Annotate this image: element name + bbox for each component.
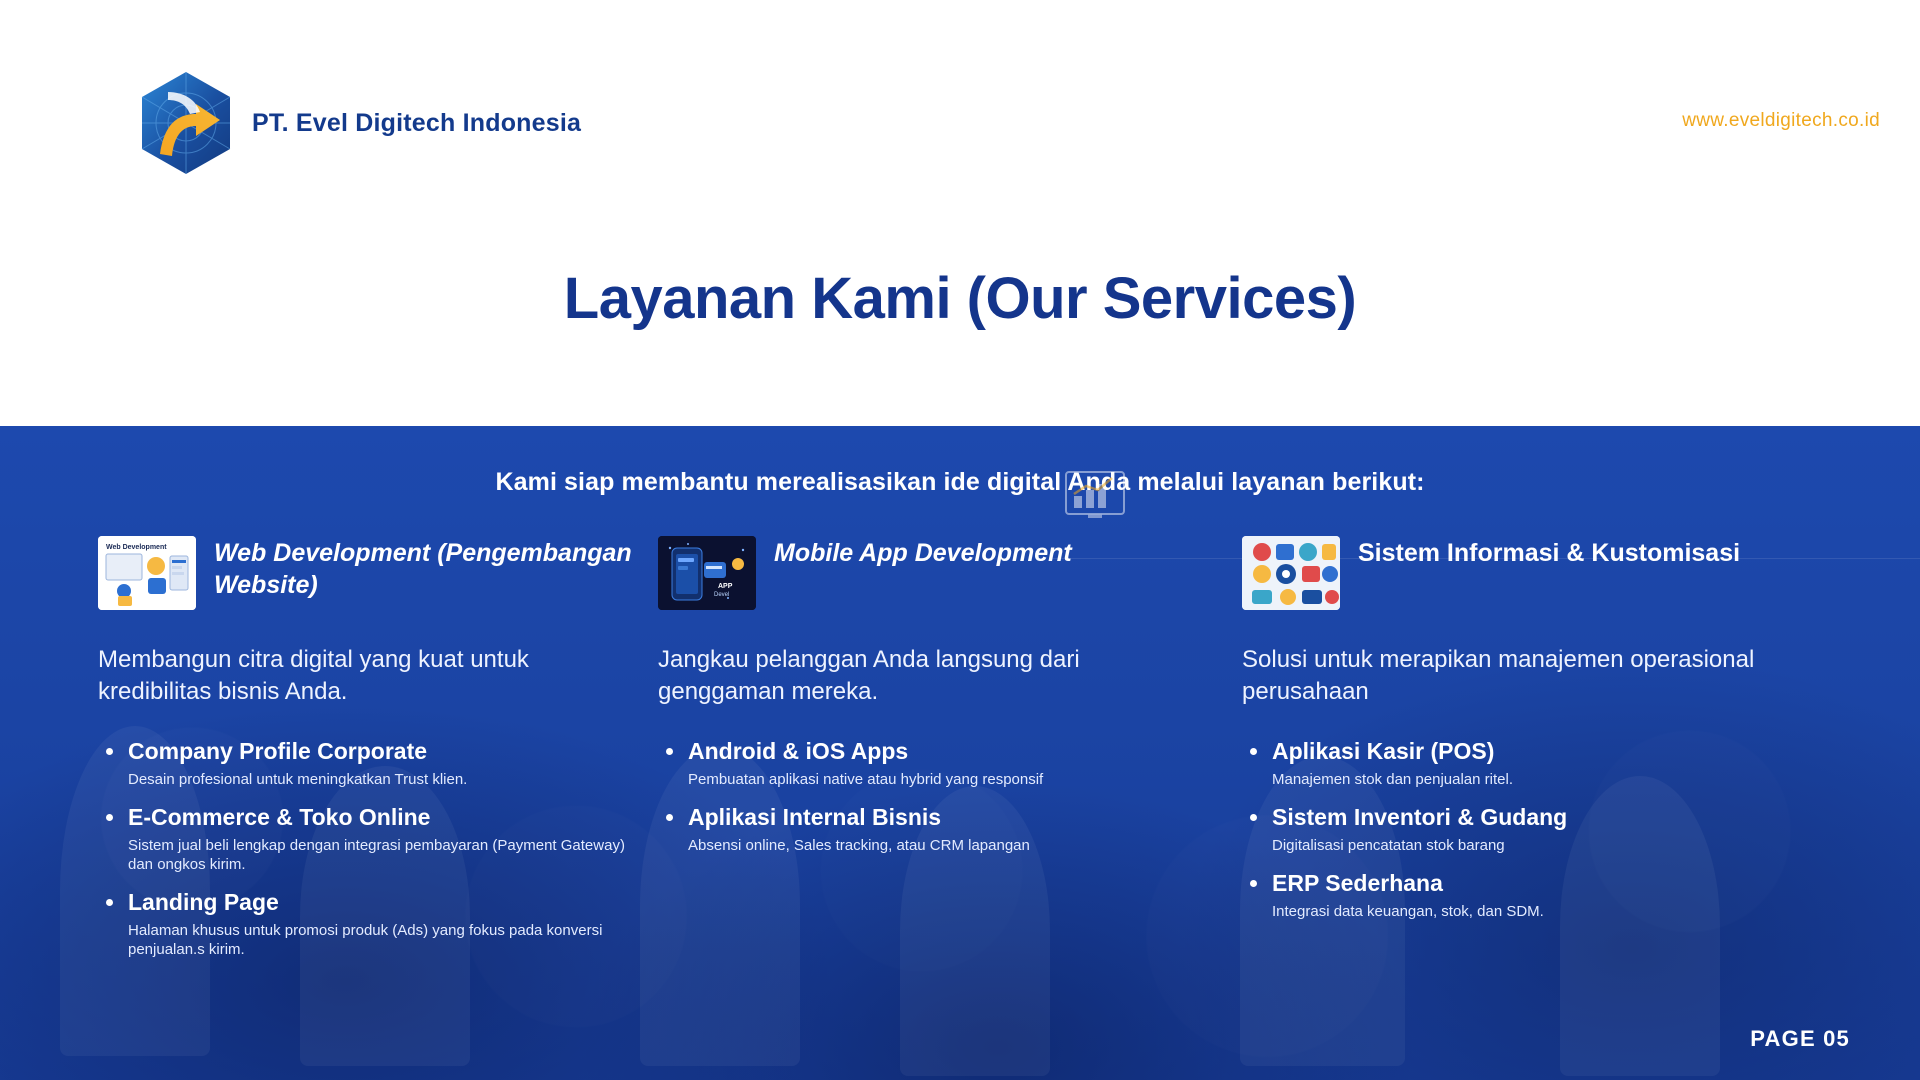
bullet-title: ERP Sederhana [1242, 869, 1816, 898]
list-item [658, 737, 1192, 789]
page-number: PAGE 05 [1750, 1026, 1850, 1051]
list-item [98, 737, 632, 789]
service-column-mobile-app [658, 536, 1218, 974]
service-column-information-system [1242, 536, 1842, 974]
list-item [1242, 869, 1816, 921]
column-description: Jangkau pelanggan Anda langsung dari genggaman mereka. [658, 646, 1080, 705]
brand-block [138, 70, 581, 176]
bullet-subtext: Desain profesional untuk meningkatkan Trust klien. [128, 771, 468, 789]
column-description: Solusi untuk merapikan manajemen operasional perusahaan [1242, 646, 1755, 705]
bullet-subtext: Absensi online, Sales tracking, atau CRM lapangan [688, 837, 1030, 855]
services-panel [0, 426, 1920, 1080]
services-subtitle: Kami siap membantu merealisasikan ide digital Anda melalui layanan berikut: [495, 468, 1425, 496]
list-item [658, 803, 1192, 855]
bullet-title: Landing Page [98, 888, 632, 917]
list-item [1242, 803, 1816, 855]
list-item [98, 803, 632, 874]
bullet-title: E-Commerce & Toko Online [98, 803, 632, 832]
service-column-web-development [98, 536, 658, 974]
bullet-subtext: Integrasi data keuangan, stok, dan SDM. [1272, 902, 1544, 920]
svg-text:APP: APP [718, 583, 733, 590]
list-item [1242, 737, 1816, 789]
page-title: Layanan Kami (Our Services) [563, 266, 1357, 331]
list-item [98, 888, 632, 959]
column-title: Web Development (Pengembangan Website) [214, 539, 632, 599]
hexagon-arrow-logo-icon [138, 70, 234, 176]
bullet-title: Aplikasi Internal Bisnis [658, 803, 1192, 832]
column-bullets [1242, 737, 1816, 921]
bullet-subtext: Pembuatan aplikasi native atau hybrid yang responsif [688, 771, 1044, 789]
services-columns [0, 536, 1920, 974]
bullet-subtext: Digitalisasi pencatatan stok barang [1272, 837, 1505, 855]
column-title: Sistem Informasi & Kustomisasi [1358, 539, 1741, 567]
bullet-subtext: Manajemen stok dan penjualan ritel. [1272, 771, 1513, 789]
bullet-title: Aplikasi Kasir (POS) [1242, 737, 1816, 766]
column-bullets [98, 737, 632, 959]
bullet-title: Company Profile Corporate [98, 737, 632, 766]
column-header [658, 536, 1192, 618]
column-header [1242, 536, 1816, 618]
bar-chart-icon [1060, 466, 1130, 524]
column-description: Membangun citra digital yang kuat untuk kredibilitas bisnis Anda. [98, 646, 529, 705]
bullet-title: Android & iOS Apps [658, 737, 1192, 766]
web-development-illustration-icon [98, 536, 196, 610]
svg-text:Web Development: Web Development [106, 544, 167, 551]
svg-text:Devel: Devel [714, 592, 730, 598]
bullet-subtext: Halaman khusus untuk promosi produk (Ads) yang fokus pada konversi penjualan.s kirim. [128, 922, 603, 959]
slide-header [0, 0, 1920, 426]
column-title: Mobile App Development [774, 539, 1072, 567]
column-header [98, 536, 632, 618]
information-system-illustration-icon [1242, 536, 1340, 610]
company-name: PT. Evel Digitech Indonesia [252, 108, 582, 137]
mobile-app-development-illustration-icon [658, 536, 756, 610]
column-bullets [658, 737, 1192, 855]
website-url[interactable]: www.eveldigitech.co.id [1682, 110, 1880, 131]
bullet-title: Sistem Inventori & Gudang [1242, 803, 1816, 832]
bullet-subtext: Sistem jual beli lengkap dengan integrasi pembayaran (Payment Gateway) dan ongkos kirim. [128, 837, 625, 874]
